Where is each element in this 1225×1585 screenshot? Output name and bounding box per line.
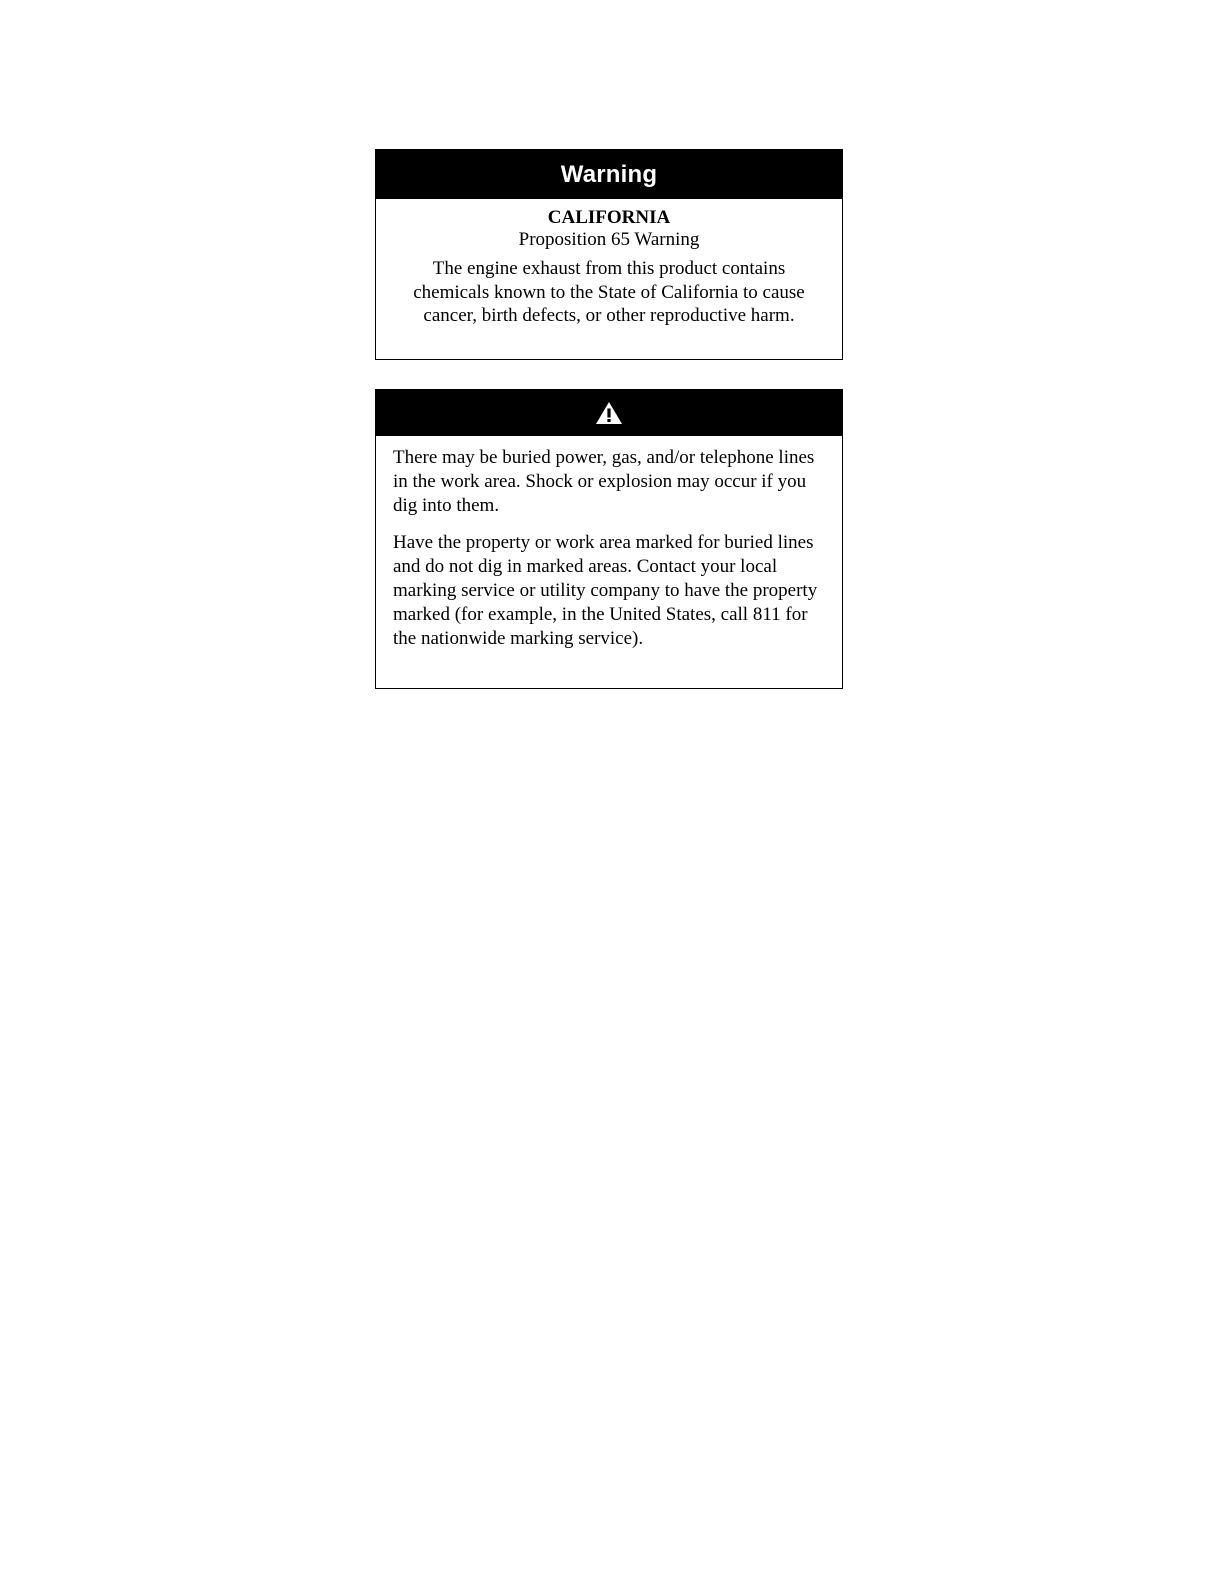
prop65-subheading: Proposition 65 Warning (518, 229, 700, 250)
buried-lines-warning-body (376, 436, 842, 651)
warning-header-title: Warning (560, 160, 658, 188)
buried-lines-paragraph-1: There may be buried power, gas, and/or telephone lines in the work area. Shock or explosion may occur if you dig into them. (393, 447, 815, 516)
prop65-warning-body (376, 199, 842, 328)
prop65-warning-box (375, 149, 843, 360)
warning-triangle-icon (595, 401, 623, 425)
buried-lines-warning-box (375, 389, 843, 689)
buried-lines-paragraph-2: Have the property or work area marked for buried lines and do not dig in marked areas. Contact your local marking service or utility company to have the property marked (for example, in the United States, call 811 for the nationwide marking service). (393, 532, 818, 649)
prop65-text: The engine exhaust from this product contains chemicals known to the State of California to cause cancer, birth defects, or other reproductive harm. (413, 258, 805, 326)
buried-lines-warning-header (376, 390, 842, 436)
prop65-warning-header (376, 150, 842, 199)
prop65-heading: CALIFORNIA (547, 207, 671, 228)
